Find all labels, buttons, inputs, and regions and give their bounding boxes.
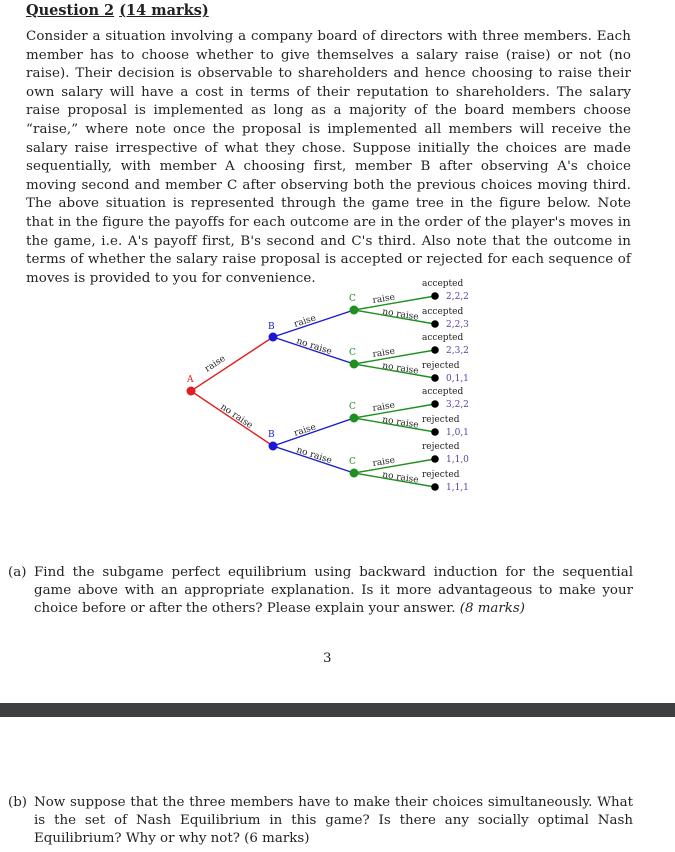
part-a	[8, 564, 633, 619]
question-marks: (14 marks)	[119, 2, 209, 19]
terminal-8	[431, 483, 439, 491]
label-b1-no-raise: no raise	[295, 336, 333, 358]
part-b	[8, 794, 633, 849]
game-tree	[170, 272, 490, 504]
label-c1-no-raise: no raise	[381, 307, 420, 323]
label-a-raise: raise	[203, 353, 228, 375]
player-b-label-2: B	[268, 430, 275, 440]
label-c4-raise: raise	[371, 455, 396, 469]
outcome-result-8: rejected	[422, 470, 460, 480]
player-c-label-4: C	[349, 457, 356, 467]
question-number: Question 2	[26, 2, 115, 19]
edge-a-raise	[191, 337, 273, 391]
node-b-1	[269, 333, 278, 342]
label-b2-no-raise: no raise	[295, 445, 333, 467]
label-b2-raise: raise	[292, 422, 318, 439]
terminal-2	[431, 320, 439, 328]
label-c3-no-raise: no raise	[381, 415, 420, 431]
question-heading	[26, 2, 209, 19]
terminal-4	[431, 374, 439, 382]
part-b-text: Now suppose that the three members have to make their choices simultaneously. What is the set of Nash Equilibrium in this game? Is there any socially optimal Nash Equilibrium? Why or why not? (6 marks)	[34, 795, 633, 847]
node-b-2	[269, 442, 278, 451]
label-c3-raise: raise	[371, 400, 396, 414]
label-b1-raise: raise	[292, 313, 318, 330]
label-c1-raise: raise	[371, 292, 396, 306]
player-c-label-3: C	[349, 402, 356, 412]
terminal-6	[431, 428, 439, 436]
part-a-marks: (8 marks)	[459, 601, 526, 617]
outcome-result-2: accepted	[422, 307, 464, 317]
question-intro: Consider a situation involving a company board of directors with three members. Each member has to choose whether to give themselves a salary raise (raise) or not (no raise). Their decision is observable to shareholders and hence choosing to raise their own salary will have a cost in terms of their reputation to shareholders. The salary raise proposal is implemented as long as a majority of the board members choose “raise,” where note once the proposal is implemented all members will receive the salary raise irrespective of what they chose. Suppose initially the choices are made sequentially, with member A choosing first, member B after observing A's choice moving second and member C after observing both the previous choices moving third. The above situation is represented through the game tree in the figure below. Note that in the figure the payoffs for each outcome are in the order of the player's moves in the game, i.e. A's payoff first, B's second and C's third. Also note that the outcome in terms of whether the salary raise proposal is accepted or rejected for each sequence of moves is provided to you for convenience.	[26, 29, 631, 286]
terminal-3	[431, 346, 439, 354]
outcome-payoff-2: 2,2,3	[446, 320, 469, 330]
outcome-payoff-7: 1,1,0	[446, 455, 469, 465]
player-c-label-2: C	[349, 348, 356, 358]
terminal-5	[431, 400, 439, 408]
node-c-1	[350, 306, 359, 315]
terminal-1	[431, 292, 439, 300]
node-a	[187, 387, 196, 396]
outcome-result-5: accepted	[422, 387, 464, 397]
node-c-4	[350, 469, 359, 478]
outcome-result-1: accepted	[422, 279, 464, 289]
part-a-label: (a)	[8, 565, 27, 580]
outcome-payoff-1: 2,2,2	[446, 292, 469, 302]
outcome-payoff-5: 3,2,2	[446, 400, 469, 410]
label-c4-no-raise: no raise	[381, 470, 420, 486]
page-number: 3	[323, 651, 332, 666]
part-a-text: Find the subgame perfect equilibrium using backward induction for the sequential game above with an appropriate explanation. Is it more advantageous to make your choice before or after the others? Please explain your answer.	[34, 565, 633, 617]
node-c-2	[350, 360, 359, 369]
outcome-payoff-4: 0,1,1	[446, 374, 469, 384]
outcome-result-4: rejected	[422, 361, 460, 371]
label-c2-no-raise: no raise	[381, 361, 420, 377]
terminal-7	[431, 455, 439, 463]
label-a-no-raise: no raise	[218, 402, 255, 431]
part-a-body	[34, 564, 633, 619]
outcome-payoff-3: 2,3,2	[446, 346, 469, 356]
label-c2-raise: raise	[371, 346, 396, 360]
outcome-result-7: rejected	[422, 442, 460, 452]
outcome-payoff-8: 1,1,1	[446, 483, 469, 493]
part-b-label: (b)	[8, 795, 28, 810]
outcome-payoff-6: 1,0,1	[446, 428, 469, 438]
page-break-divider	[0, 703, 675, 717]
player-a-label: A	[187, 375, 194, 385]
player-b-label-1: B	[268, 322, 275, 332]
node-c-3	[350, 414, 359, 423]
outcome-result-6: rejected	[422, 415, 460, 425]
player-c-label-1: C	[349, 294, 356, 304]
outcome-result-3: accepted	[422, 333, 464, 343]
